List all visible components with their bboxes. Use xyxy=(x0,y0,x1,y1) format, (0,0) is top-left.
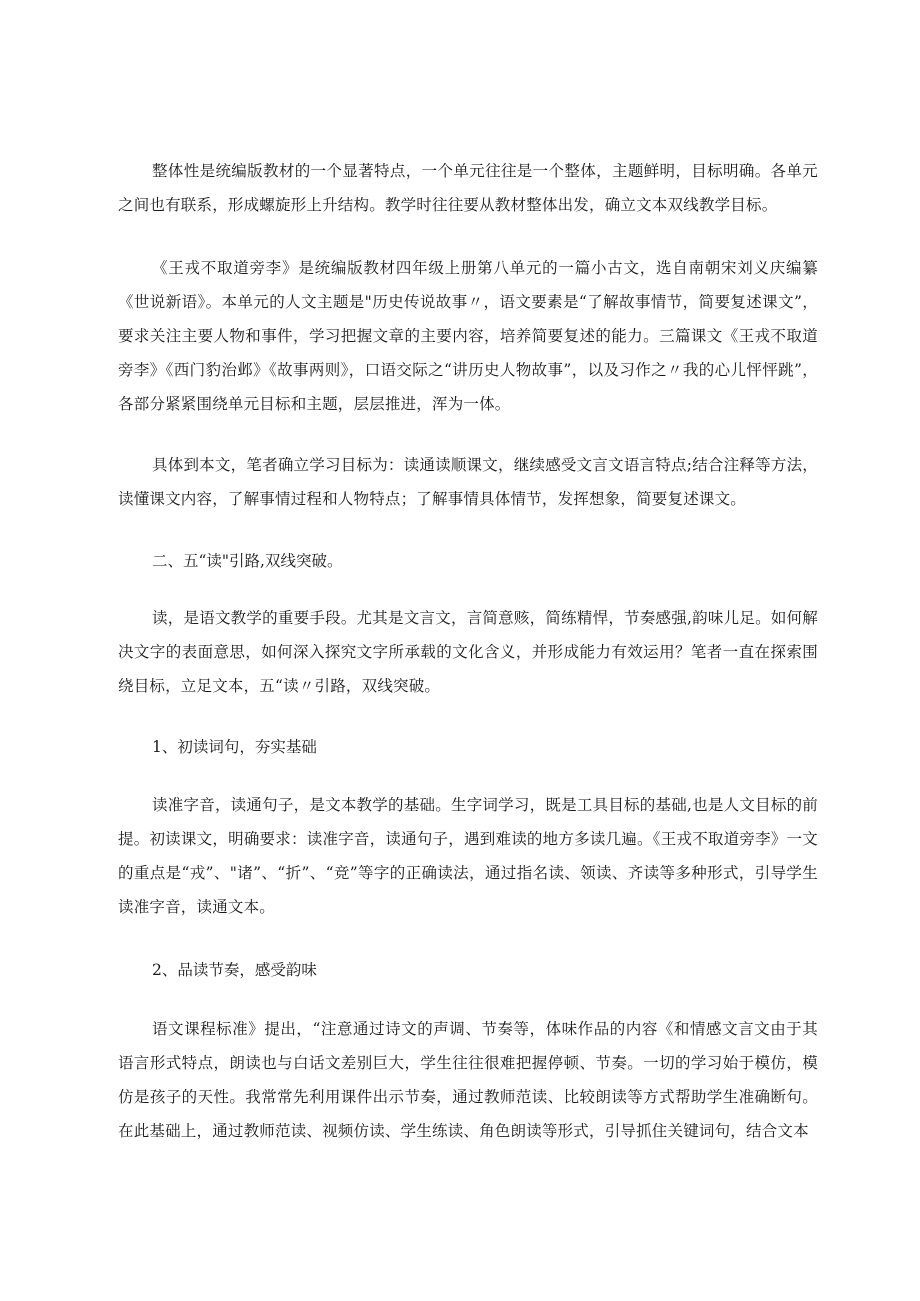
subheading-rhythm-reading: 2、品读节奏，感受韵味 xyxy=(152,961,317,979)
paragraph-reading-method: 读，是语文教学的重要手段。尤其是文言文，言简意赅，简练精悍，节奏感强,韵味儿足。如何解决文字的表面意思，如何深入探究文字所承载的文化含义，并形成能力有效运用？笔者一直在探索围绕目标，立足文本，五“读〃引路，双线突破。 xyxy=(118,609,818,695)
paragraph-rhythm-reading: 语文课程标准》提出，“注意通过诗文的声调、节奏等，体味作品的内容《和情感文言文由于其语言形式特点，朗读也与白话文差别巨大，学生往往很难把握停顿、节奏。一切的学习始于模仿，模仿是孩子的天性。我常常先利用课件出示节奏，通过教师范读、比较朗读等方式帮助学生准确断句。在此基础上，通过教师范读、视频仿读、学生练读、角色朗读等形式，引导抓住关键词句，结合文本 xyxy=(118,1020,818,1140)
paragraph-integrity: 整体性是统编版教材的一个显著特点，一个单元往往是一个整体，主题鲜明，目标明确。各单元之间也有联系，形成螺旋形上升结构。教学时往往要从教材整体出发，确立文本双线教学目标。 xyxy=(118,162,818,214)
paragraph-unit-theme: 《王戎不取道旁李》是统编版教材四年级上册第八单元的一篇小古文，选自南朝宋刘义庆编纂《世说新语》。本单元的人文主题是"历史传说故事〃，语文要素是“了解故事情节，简要复述课文”，要求关注主要人物和事件，学习把握文章的主要内容，培养简要复述的能力。三篇课文《王戎不取道旁李》《西门豹治邺》《故事两则》，口语交际之“讲历史人物故事”，以及习作之〃我的心儿怦怦跳”，各部分紧紧围绕单元目标和主题，层层推进，浑为一体。 xyxy=(118,259,818,413)
section-heading-five-readings: 二、五“读"引路,双线突破。 xyxy=(152,552,343,570)
paragraph-first-reading: 读准字音，读通句子，是文本教学的基础。生字词学习，既是工具目标的基础,也是人文目标的前提。初读课文，明确要求：读准字音，读通句子，遇到难读的地方多读几遍。《王戎不取道旁李》一文的重点是“戎”、"诸”、“折”、“竞”等字的正确读法，通过指名读、领读、齐读等多种形式，引导学生读准字音，读通文本。 xyxy=(118,796,818,916)
subheading-first-reading: 1、初读词句，夯实基础 xyxy=(152,738,317,756)
paragraph-learning-goals: 具体到本文，笔者确立学习目标为：读通读顺课文，继续感受文言文语言特点;结合注释等方法，读懂课文内容，了解事情过程和人物特点；了解事情具体情节，发挥想象，简要复述课文。 xyxy=(118,456,818,508)
